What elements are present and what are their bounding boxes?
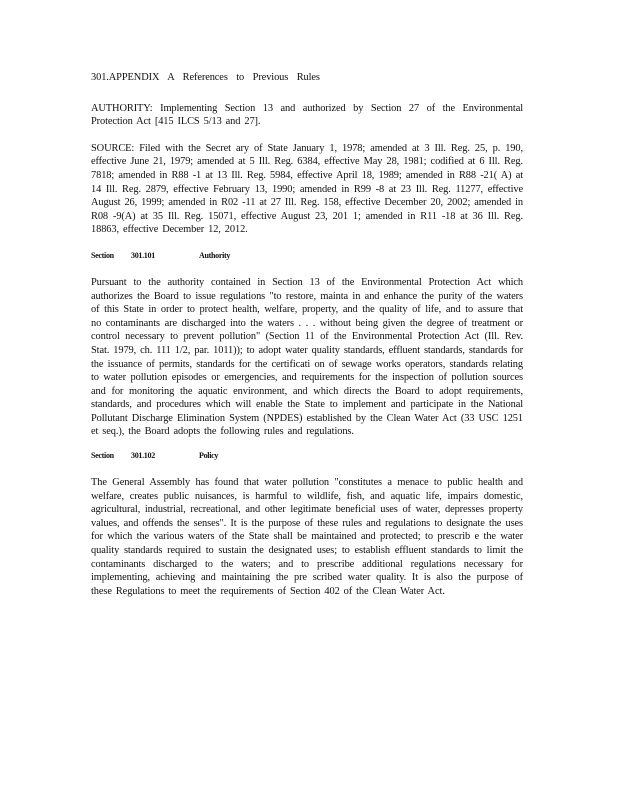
authority-paragraph: AUTHORITY: Implementing Section 13 and authorized by Section 27 of the Environmental Protection Act [415 ILCS 5/13 and 27]. [91,102,523,128]
source-paragraph: SOURCE: Filed with the Secret ary of State January 1, 1978; amended at 3 Ill. Reg. 25, p. 190, effective June 21, 1979; amended at 5 Ill. Reg. 6384, effective May 28, 1981; codified at 6 Ill. Reg. 7818; amended in R88 -1 at 13 Ill. Reg. 5984, effective April 18, 1989; amended in R88 -21( A) at 14 Ill. Reg. 2879, effective February 13, 1990; amended in R99 -8 at 23 Ill. Reg. 11277, effective August 26, 1999; amended in R02 -11 at 27 Ill. Reg. 158, effective December 20, 2002; amended in R08 -9(A) at 35 Ill. Reg. 15071, effective August 23, 201 1; amended in R11 -18 at 36 Ill. Reg. 18863, effective December 12, 2012. [91,142,523,236]
section-301-102-heading [91,451,523,461]
section-301-102-body: The General Assembly has found that water pollution "constitutes a menace to public health and welfare, creates public nuisances, is harmful to wildlife, fish, and aquatic life, impairs domestic, agricultural, industrial, recreational, and other legitimate beneficial uses of water, depresses property values, and offends the senses". It is the purpose of these rules and regulations to designate the uses for which the various waters of the State shall be maintained and protected; to prescrib e the water quality standards required to sustain the designated uses; to establish effluent standards to limit the contaminants discharged to the waters; and to prescribe additional regulations necessary for implementing, achieving and maintaining the pre scribed water quality. It is also the purpose of these Regulations to meet the requirements of Section 402 of the Clean Water Act. [91,477,523,597]
appendix-title: 301.APPENDIX A References to Previous Rules [91,72,320,83]
section-heading: Policy [199,451,219,461]
section-label: Section [91,451,114,461]
section-number: 301.101 [131,250,155,260]
section-number: 301.102 [131,451,155,461]
document-page [91,71,523,598]
section-label: Section [91,250,114,260]
section-301-101-body: Pursuant to the authority contained in Section 13 of the Environmental Protection Act which authorizes the Board to issue regulations "to restore, mainta in and enhance the purity of the waters of this State in order to protect health, welfare, property, and the quality of life, and to assure that no contaminants are discharged into the waters . . . without being given the degree of treatment or control necessary to prevent pollution" (Section 11 of the Environmental Protection Act (Ill. Rev. Stat. 1979, ch. 111 1/2, par. 1011)); to adopt water quality standards, effluent standards, standards for the issuance of permits, standards for the certificati on of sewage works operators, standards relating to water pollution episodes or emergencies, and requirements for the inspection of pollution sources and for monitoring the aquatic environment, and which directs the Board to adopt requirements, standards, and procedures which will enable the State to implement and participate in the National Pollutant Discharge Elimination System (NPDES) established by the Clean Water Act (33 USC 1251 et seq.), the Board adopts the following rules and regulations. [91,276,523,438]
section-heading: Authority [199,250,231,260]
section-301-101-heading [91,251,523,261]
